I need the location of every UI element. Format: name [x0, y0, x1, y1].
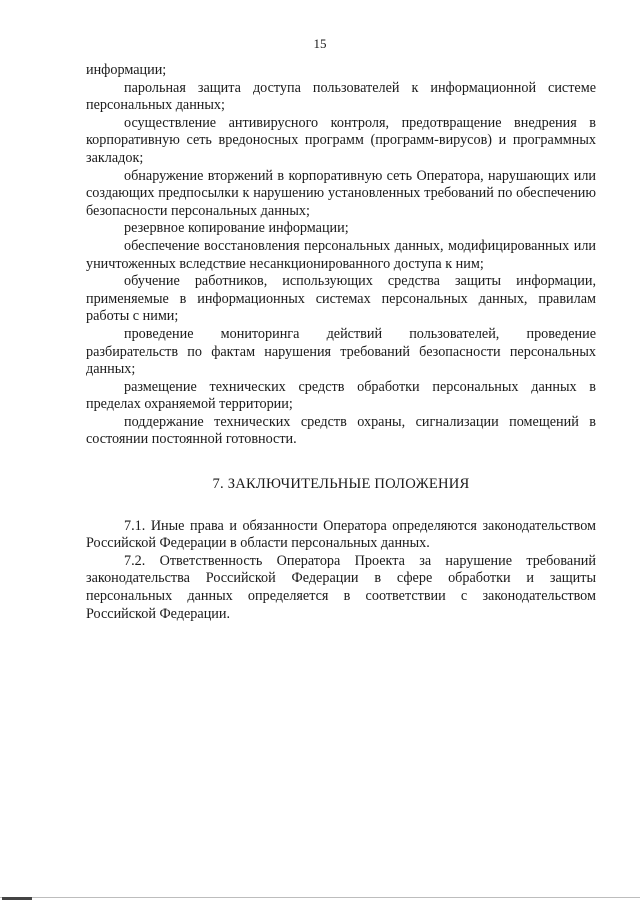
list-item: обнаружение вторжений в корпоративную сеть Оператора, нарушающих или создающих предпосылки к нарушению установленных требований по обеспечению безопасности персональных данных;	[86, 167, 596, 219]
list-item: резервное копирование информации;	[124, 220, 349, 237]
list-item: обеспечение восстановления персональных данных, модифицированных или уничтоженных вследствие несанкционированного доступа к ним;	[86, 237, 596, 272]
list-item: проведение мониторинга действий пользователей, проведение разбирательств по фактам нарушения требований безопасности персональных данных;	[86, 325, 596, 378]
scan-edge-mark	[2, 897, 32, 900]
scan-edge-line	[0, 897, 640, 898]
page-number: 15	[313, 36, 327, 51]
list-item: поддержание технических средств охраны, сигнализации помещений в состоянии постоянной готовности.	[86, 413, 596, 448]
list-item: парольная защита доступа пользователей к информационной системе персональных данных;	[86, 79, 596, 114]
list-item-continuation: информации;	[86, 62, 167, 78]
section-paragraph: 7.2. Ответственность Оператора Проекта за нарушение требований законодательства Российской Федерации в сфере обработки и защиты персональных данных определяется в соответствии с законодательством Российской Федерации.	[86, 552, 596, 622]
list-item: размещение технических средств обработки персональных данных в пределах охраняемой территории;	[86, 378, 596, 413]
list-item: обучение работников, использующих средства защиты информации, применяемые в информационных системах персональных данных, правилам работы с ними;	[86, 273, 596, 325]
document-body	[86, 62, 596, 623]
section-paragraph: 7.1. Иные права и обязанности Оператора определяются законодательством Российской Федерации в области персональных данных.	[86, 517, 596, 552]
list-item: осуществление антивирусного контроля, предотвращение внедрения в корпоративную сеть вредоносных программ (программ-вирусов) и программных закладок;	[86, 114, 596, 166]
section-heading: 7. ЗАКЛЮЧИТЕЛЬНЫЕ ПОЛОЖЕНИЯ	[212, 476, 470, 493]
